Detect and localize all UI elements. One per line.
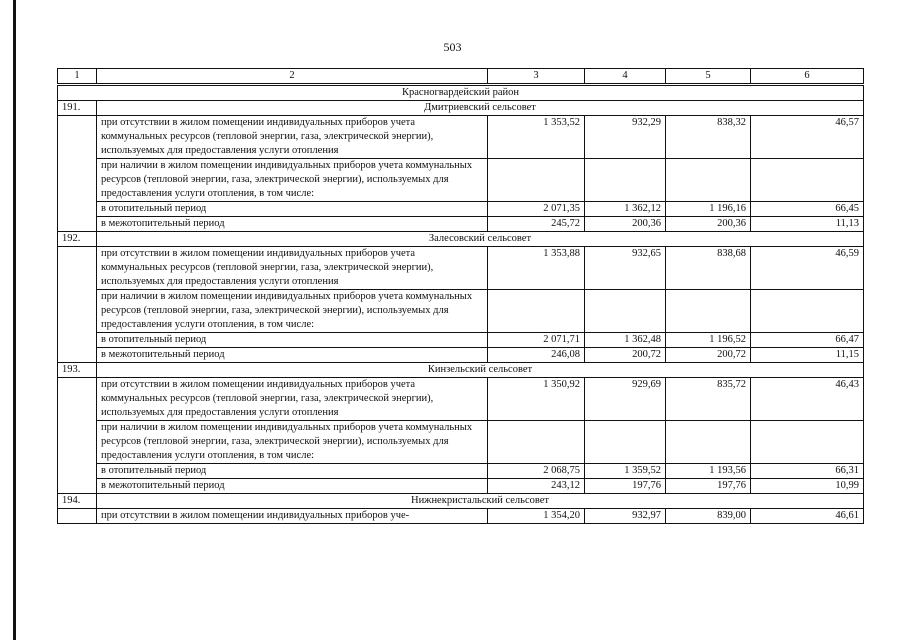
interheating-period-label: в межотопительный период xyxy=(97,348,488,363)
value-cell: 2 071,35 xyxy=(488,202,585,217)
table-row xyxy=(58,247,864,290)
table-row xyxy=(58,378,864,421)
heating-period-label: в отопительный период xyxy=(97,464,488,479)
table-row xyxy=(58,202,864,217)
section-row xyxy=(58,363,864,378)
absent-meters-text: при отсутствии в жилом помещении индивидуальных приборов учета коммунальных ресурсов (тепловой энергии, газа, электрической энергии), используемых для предоставления услуги отопления xyxy=(97,378,488,421)
section-number-spacer xyxy=(58,247,97,363)
value-cell: 932,97 xyxy=(585,509,666,524)
value-cell: 11,13 xyxy=(751,217,864,232)
interheating-period-label: в межотопительный период xyxy=(97,479,488,494)
table-row xyxy=(58,333,864,348)
value-cell: 2 068,75 xyxy=(488,464,585,479)
value-cell: 243,12 xyxy=(488,479,585,494)
value-cell: 1 196,16 xyxy=(666,202,751,217)
table-row xyxy=(58,290,864,333)
empty-cell xyxy=(585,290,666,333)
value-cell: 1 193,56 xyxy=(666,464,751,479)
empty-cell xyxy=(488,290,585,333)
absent-meters-text: при отсутствии в жилом помещении индивидуальных приборов учета коммунальных ресурсов (тепловой энергии, газа, электрической энергии), используемых для предоставления услуги отопления xyxy=(97,247,488,290)
table-row xyxy=(58,421,864,464)
empty-cell xyxy=(751,421,864,464)
section-name: Залесовский сельсовет xyxy=(97,232,864,247)
section-number-spacer xyxy=(58,509,97,524)
section-row xyxy=(58,101,864,116)
section-name: Нижнекристальский сельсовет xyxy=(97,494,864,509)
interheating-period-label: в межотопительный период xyxy=(97,217,488,232)
table-row xyxy=(58,217,864,232)
value-cell: 1 359,52 xyxy=(585,464,666,479)
value-cell: 1 354,20 xyxy=(488,509,585,524)
section-name: Кинзельский сельсовет xyxy=(97,363,864,378)
column-header-row xyxy=(58,69,864,85)
empty-cell xyxy=(585,421,666,464)
value-cell: 200,72 xyxy=(666,348,751,363)
value-cell: 932,65 xyxy=(585,247,666,290)
table-row xyxy=(58,509,864,524)
value-cell: 11,15 xyxy=(751,348,864,363)
table-row xyxy=(58,348,864,363)
value-cell: 66,45 xyxy=(751,202,864,217)
col-header-4: 4 xyxy=(585,69,666,85)
value-cell: 929,69 xyxy=(585,378,666,421)
value-cell: 1 353,88 xyxy=(488,247,585,290)
empty-cell xyxy=(488,421,585,464)
value-cell: 200,72 xyxy=(585,348,666,363)
value-cell: 66,31 xyxy=(751,464,864,479)
section-row xyxy=(58,494,864,509)
value-cell: 46,61 xyxy=(751,509,864,524)
value-cell: 245,72 xyxy=(488,217,585,232)
section-number: 193. xyxy=(58,363,97,378)
empty-cell xyxy=(666,290,751,333)
table-row xyxy=(58,464,864,479)
empty-cell xyxy=(666,421,751,464)
value-cell: 66,47 xyxy=(751,333,864,348)
value-cell: 46,57 xyxy=(751,116,864,159)
value-cell: 1 196,52 xyxy=(666,333,751,348)
col-header-5: 5 xyxy=(666,69,751,85)
section-number: 192. xyxy=(58,232,97,247)
page-number: 503 xyxy=(443,40,462,54)
value-cell: 200,36 xyxy=(585,217,666,232)
value-cell: 197,76 xyxy=(666,479,751,494)
left-margin-rule xyxy=(13,0,16,640)
value-cell: 2 071,71 xyxy=(488,333,585,348)
value-cell: 200,36 xyxy=(666,217,751,232)
col-header-2: 2 xyxy=(97,69,488,85)
section-number-spacer xyxy=(58,116,97,232)
value-cell: 838,68 xyxy=(666,247,751,290)
table-row xyxy=(58,159,864,202)
value-cell: 838,32 xyxy=(666,116,751,159)
present-meters-text: при наличии в жилом помещении индивидуальных приборов учета коммунальных ресурсов (тепловой энергии, газа, электрической энергии), используемых для предоставления услуги отопления, в том числе: xyxy=(97,421,488,464)
value-cell: 1 353,52 xyxy=(488,116,585,159)
heating-period-label: в отопительный период xyxy=(97,333,488,348)
col-header-3: 3 xyxy=(488,69,585,85)
value-cell: 1 362,12 xyxy=(585,202,666,217)
table-row xyxy=(58,116,864,159)
empty-cell xyxy=(751,159,864,202)
district-row xyxy=(58,85,864,101)
absent-meters-text: при отсутствии в жилом помещении индивидуальных приборов учета коммунальных ресурсов (тепловой энергии, газа, электрической энергии), используемых для предоставления услуги отопления xyxy=(97,116,488,159)
section-row xyxy=(58,232,864,247)
value-cell: 932,29 xyxy=(585,116,666,159)
district-name: Красногвардейский район xyxy=(58,85,864,101)
section-name: Дмитриевский сельсовет xyxy=(97,101,864,116)
section-number: 191. xyxy=(58,101,97,116)
value-cell: 839,00 xyxy=(666,509,751,524)
tariff-table xyxy=(57,68,864,524)
value-cell: 46,59 xyxy=(751,247,864,290)
value-cell: 1 362,48 xyxy=(585,333,666,348)
empty-cell xyxy=(751,290,864,333)
value-cell: 1 350,92 xyxy=(488,378,585,421)
col-header-1: 1 xyxy=(58,69,97,85)
value-cell: 835,72 xyxy=(666,378,751,421)
section-number: 194. xyxy=(58,494,97,509)
table-row xyxy=(58,479,864,494)
empty-cell xyxy=(488,159,585,202)
value-cell: 197,76 xyxy=(585,479,666,494)
value-cell: 10,99 xyxy=(751,479,864,494)
value-cell: 46,43 xyxy=(751,378,864,421)
empty-cell xyxy=(666,159,751,202)
section-number-spacer xyxy=(58,378,97,494)
present-meters-text: при наличии в жилом помещении индивидуальных приборов учета коммунальных ресурсов (тепловой энергии, газа, электрической энергии), используемых для предоставления услуги отопления, в том числе: xyxy=(97,159,488,202)
empty-cell xyxy=(585,159,666,202)
value-cell: 246,08 xyxy=(488,348,585,363)
absent-meters-text: при отсутствии в жилом помещении индивидуальных приборов уче- xyxy=(97,509,488,524)
heating-period-label: в отопительный период xyxy=(97,202,488,217)
col-header-6: 6 xyxy=(751,69,864,85)
present-meters-text: при наличии в жилом помещении индивидуальных приборов учета коммунальных ресурсов (тепловой энергии, газа, электрической энергии), используемых для предоставления услуги отопления, в том числе: xyxy=(97,290,488,333)
